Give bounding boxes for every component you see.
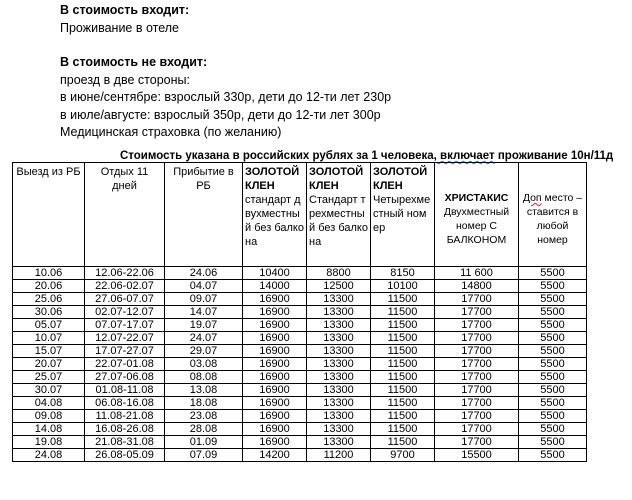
header-hotel-4 — [435, 163, 519, 267]
price-hotel-2: 13300 — [307, 293, 371, 306]
price-hotel-4: 17700 — [435, 397, 519, 410]
header-depart: Выезд из РБ — [13, 163, 85, 267]
table-row — [13, 319, 587, 332]
price-extra: 5500 — [519, 371, 587, 384]
price-rows — [13, 267, 587, 462]
arrival-date: 08.08 — [165, 371, 243, 384]
depart-date: 10.07 — [13, 332, 85, 345]
rest-dates: 06.08-16.08 — [85, 397, 165, 410]
table-caption — [120, 150, 613, 162]
price-hotel-4: 17700 — [435, 384, 519, 397]
depart-date: 20.07 — [13, 358, 85, 371]
rest-dates: 27.06-07.07 — [85, 293, 165, 306]
price-table — [12, 162, 587, 462]
price-extra: 5500 — [519, 293, 587, 306]
rest-dates: 12.07-22.07 — [85, 332, 165, 345]
price-hotel-1: 16900 — [243, 371, 307, 384]
room-type: Двухместный номер С БАЛКОНОМ — [443, 206, 510, 246]
price-hotel-2: 13300 — [307, 332, 371, 345]
depart-date: 14.08 — [13, 423, 85, 436]
price-hotel-2: 13300 — [307, 306, 371, 319]
price-hotel-2: 13300 — [307, 371, 371, 384]
price-hotel-1: 16900 — [243, 384, 307, 397]
price-hotel-2: 13300 — [307, 358, 371, 371]
price-extra: 5500 — [519, 436, 587, 449]
hotel-name: ЗОЛОТОЙ КЛЕН — [245, 166, 300, 192]
table-row — [13, 345, 587, 358]
caption-tail: проживание 10н/11д — [494, 150, 614, 162]
price-hotel-2: 13300 — [307, 384, 371, 397]
depart-date: 19.08 — [13, 436, 85, 449]
arrival-date: 07.09 — [165, 449, 243, 462]
rest-dates: 21.08-31.08 — [85, 436, 165, 449]
price-extra: 5500 — [519, 306, 587, 319]
price-extra: 5500 — [519, 319, 587, 332]
included-item: Проживание в отеле — [60, 20, 180, 35]
header-hotel-1 — [243, 163, 307, 267]
price-hotel-4: 17700 — [435, 423, 519, 436]
arrival-date: 13.08 — [165, 384, 243, 397]
arrival-date: 18.08 — [165, 397, 243, 410]
depart-date: 30.07 — [13, 384, 85, 397]
arrival-date: 24.07 — [165, 332, 243, 345]
price-hotel-4: 17700 — [435, 319, 519, 332]
arrival-date: 19.07 — [165, 319, 243, 332]
price-extra: 5500 — [519, 384, 587, 397]
depart-date: 25.06 — [13, 293, 85, 306]
rest-dates: 27.07-06.08 — [85, 371, 165, 384]
price-hotel-2: 13300 — [307, 319, 371, 332]
price-hotel-2: 13300 — [307, 397, 371, 410]
price-hotel-3: 11500 — [371, 358, 435, 371]
price-hotel-4: 17700 — [435, 345, 519, 358]
price-hotel-3: 10100 — [371, 280, 435, 293]
depart-date: 24.08 — [13, 449, 85, 462]
hotel-name: ЗОЛОТОЙ КЛЕН — [373, 166, 428, 192]
hotel-name: ХРИСТАКИС — [444, 192, 509, 204]
arrival-date: 23.08 — [165, 410, 243, 423]
price-hotel-4: 17700 — [435, 358, 519, 371]
price-hotel-1: 16900 — [243, 397, 307, 410]
price-hotel-1: 16900 — [243, 358, 307, 371]
price-hotel-3: 11500 — [371, 293, 435, 306]
price-extra: 5500 — [519, 397, 587, 410]
price-extra: 5500 — [519, 280, 587, 293]
rest-dates: 17.07-27.07 — [85, 345, 165, 358]
depart-date: 04.08 — [13, 397, 85, 410]
price-hotel-3: 11500 — [371, 371, 435, 384]
table-row — [13, 306, 587, 319]
rest-dates: 07.07-17.07 — [85, 319, 165, 332]
table-row — [13, 293, 587, 306]
price-hotel-3: 11500 — [371, 319, 435, 332]
rest-dates: 02.07-12.07 — [85, 306, 165, 319]
price-hotel-2: 13300 — [307, 410, 371, 423]
price-hotel-3: 11500 — [371, 306, 435, 319]
depart-date: 10.06 — [13, 267, 85, 280]
table-row — [13, 436, 587, 449]
price-hotel-4: 17700 — [435, 332, 519, 345]
arrival-date: 03.08 — [165, 358, 243, 371]
depart-date: 09.08 — [13, 410, 85, 423]
price-hotel-1: 10400 — [243, 267, 307, 280]
price-hotel-2: 8800 — [307, 267, 371, 280]
price-extra: 5500 — [519, 267, 587, 280]
table-row — [13, 332, 587, 345]
price-hotel-1: 16900 — [243, 319, 307, 332]
arrival-date: 01.09 — [165, 436, 243, 449]
table-row — [13, 449, 587, 462]
rest-dates: 22.07-01.08 — [85, 358, 165, 371]
room-type: стандарт двухместный без балкона — [245, 194, 304, 248]
room-type: Стандарт трехместный без балкона — [309, 194, 368, 248]
price-hotel-1: 16900 — [243, 306, 307, 319]
extra-prefix: Доп — [522, 192, 542, 204]
header-hotel-3 — [371, 163, 435, 267]
table-row — [13, 371, 587, 384]
price-hotel-2: 12500 — [307, 280, 371, 293]
table-row — [13, 384, 587, 397]
header-hotel-2 — [307, 163, 371, 267]
price-hotel-4: 17700 — [435, 306, 519, 319]
header-rest: Отдых 11 дней — [85, 163, 165, 267]
price-extra: 5500 — [519, 423, 587, 436]
arrival-date: 29.07 — [165, 345, 243, 358]
depart-date: 20.06 — [13, 280, 85, 293]
price-hotel-3: 11500 — [371, 397, 435, 410]
caption-text: Стоимость указана в российских рублях за 1 человека, — [120, 150, 437, 162]
price-hotel-1: 16900 — [243, 345, 307, 358]
price-extra: 5500 — [519, 449, 587, 462]
price-hotel-2: 13300 — [307, 423, 371, 436]
price-hotel-3: 11500 — [371, 384, 435, 397]
price-hotel-1: 14200 — [243, 449, 307, 462]
depart-date: 15.07 — [13, 345, 85, 358]
caption-underlined: включает — [436, 150, 495, 162]
hotel-name: ЗОЛОТОЙ КЛЕН — [309, 166, 364, 192]
price-hotel-1: 16900 — [243, 423, 307, 436]
rest-dates: 11.08-21.08 — [85, 410, 165, 423]
rest-dates: 01.08-11.08 — [85, 384, 165, 397]
room-type: Четырехместный номер — [373, 194, 431, 234]
header-extra — [519, 163, 587, 267]
price-hotel-1: 16900 — [243, 410, 307, 423]
price-hotel-2: 13300 — [307, 345, 371, 358]
price-hotel-4: 15500 — [435, 449, 519, 462]
arrival-date: 28.08 — [165, 423, 243, 436]
not-included-item: проезд в две стороны: — [60, 72, 190, 87]
price-hotel-4: 17700 — [435, 436, 519, 449]
depart-date: 30.06 — [13, 306, 85, 319]
price-extra: 5500 — [519, 345, 587, 358]
rest-dates: 26.08-05.09 — [85, 449, 165, 462]
price-hotel-3: 8150 — [371, 267, 435, 280]
not-included-item: Медицинская страховка (по желанию) — [60, 125, 282, 139]
price-hotel-4: 17700 — [435, 293, 519, 306]
price-hotel-3: 11500 — [371, 332, 435, 345]
depart-date: 25.07 — [13, 371, 85, 384]
arrival-date: 24.06 — [165, 267, 243, 280]
rest-dates: 12.06-22.06 — [85, 267, 165, 280]
price-hotel-3: 11500 — [371, 423, 435, 436]
not-included-item: в июле/августе: взрослый 350р, дети до 12-ти лет 300р — [60, 107, 381, 122]
price-hotel-1: 16900 — [243, 436, 307, 449]
table-row — [13, 267, 587, 280]
arrival-date: 14.07 — [165, 306, 243, 319]
header-arrival: Прибытие в РБ — [165, 163, 243, 267]
price-hotel-4: 17700 — [435, 371, 519, 384]
rest-dates: 22.06-02.07 — [85, 280, 165, 293]
price-hotel-1: 16900 — [243, 293, 307, 306]
depart-date: 05.07 — [13, 319, 85, 332]
price-hotel-3: 9700 — [371, 449, 435, 462]
not-included-item: в июне/сентябре: взрослый 330р, дети до 12-ти лет 230р — [60, 90, 392, 104]
rest-dates: 16.08-26.08 — [85, 423, 165, 436]
price-hotel-4: 11 600 — [435, 267, 519, 280]
table-row — [13, 423, 587, 436]
price-hotel-3: 11500 — [371, 436, 435, 449]
price-hotel-1: 16900 — [243, 332, 307, 345]
price-extra: 5500 — [519, 332, 587, 345]
table-row — [13, 280, 587, 293]
arrival-date: 04.07 — [165, 280, 243, 293]
price-conditions — [60, 2, 391, 142]
not-included-title: В стоимость не входит: — [60, 55, 208, 69]
price-extra: 5500 — [519, 358, 587, 371]
arrival-date: 09.07 — [165, 293, 243, 306]
price-hotel-1: 14000 — [243, 280, 307, 293]
price-hotel-2: 11200 — [307, 449, 371, 462]
price-hotel-3: 11500 — [371, 345, 435, 358]
table-row — [13, 397, 587, 410]
price-hotel-4: 14800 — [435, 280, 519, 293]
extra-rest: место – ставится в любой номер — [526, 192, 583, 246]
price-hotel-2: 13300 — [307, 436, 371, 449]
price-hotel-4: 17700 — [435, 410, 519, 423]
price-extra: 5500 — [519, 410, 587, 423]
table-row — [13, 358, 587, 371]
price-hotel-3: 11500 — [371, 410, 435, 423]
table-row — [13, 410, 587, 423]
included-title: В стоимость входит: — [60, 3, 190, 17]
